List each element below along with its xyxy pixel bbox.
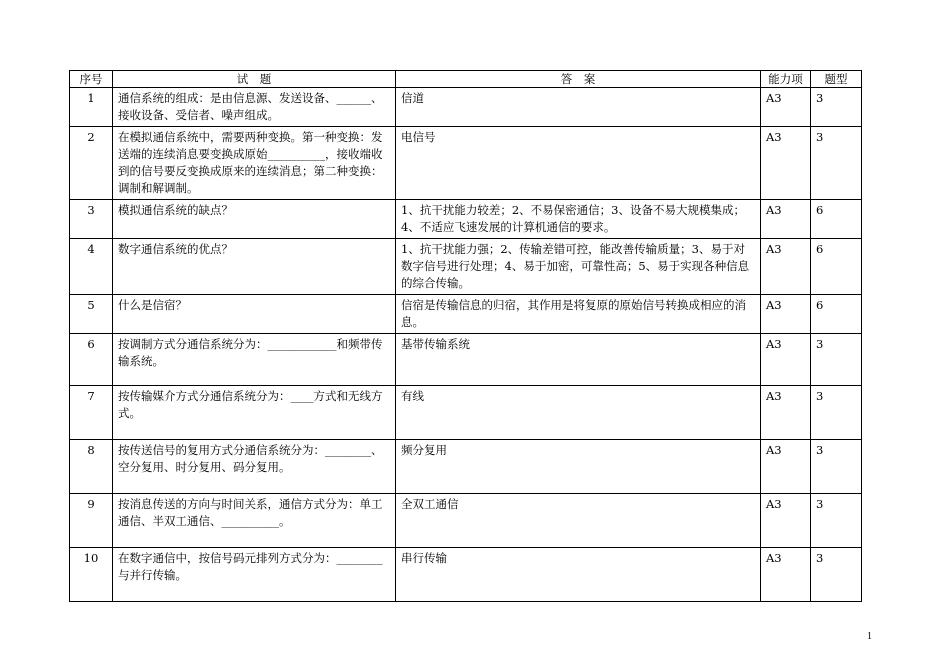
- page-number: 1: [867, 631, 872, 642]
- header-ability: 能力项: [761, 71, 811, 88]
- row-ability: A3: [761, 548, 811, 602]
- row-answer: 频分复用: [396, 440, 761, 494]
- row-question: 按消息传送的方向与时间关系，通信方式分为：单工通信、半双工通信、__________。: [113, 494, 396, 548]
- row-question: 按调制方式分通信系统分为：____________和频带传输系统。: [113, 334, 396, 386]
- table-row: [70, 386, 862, 440]
- row-ability: A3: [761, 334, 811, 386]
- header-answer: 答 案: [396, 71, 761, 88]
- row-ability: A3: [761, 295, 811, 334]
- row-type: 3: [811, 386, 862, 440]
- row-type: 3: [811, 494, 862, 548]
- table-row: [70, 440, 862, 494]
- header-index: 序号: [70, 71, 113, 88]
- row-answer: 1、抗干扰能力较差；2、不易保密通信；3、设备不易大规模集成；4、不适应飞速发展的计算机通信的要求。: [396, 200, 761, 239]
- row-question: 什么是信宿？: [113, 295, 396, 334]
- row-answer: 有线: [396, 386, 761, 440]
- row-answer: 信道: [396, 88, 761, 127]
- row-type: 3: [811, 334, 862, 386]
- row-index: 6: [70, 334, 113, 386]
- row-index: 5: [70, 295, 113, 334]
- row-type: 6: [811, 295, 862, 334]
- row-ability: A3: [761, 494, 811, 548]
- row-type: 3: [811, 548, 862, 602]
- row-ability: A3: [761, 440, 811, 494]
- row-question: 通信系统的组成：是由信息源、发送设备、______、接收设备、受信者、噪声组成。: [113, 88, 396, 127]
- row-type: 3: [811, 88, 862, 127]
- table-row: [70, 127, 862, 200]
- header-type: 题型: [811, 71, 862, 88]
- row-question: 数字通信系统的优点？: [113, 239, 396, 295]
- row-type: 6: [811, 239, 862, 295]
- header-question: 试 题: [113, 71, 396, 88]
- row-answer: 1、抗干扰能力强；2、传输差错可控，能改善传输质量；3、易于对数字信号进行处理；4、易于加密，可靠性高；5、易于实现各种信息的综合传输。: [396, 239, 761, 295]
- table-row: [70, 295, 862, 334]
- question-table: [69, 70, 862, 602]
- row-question: 在模拟通信系统中，需要两种变换。第一种变换：发送端的连续消息要变换成原始__________，接收端收到的信号要反变换成原来的连续消息；第二种变换：调制和解调制。: [113, 127, 396, 200]
- table-body: [70, 88, 862, 602]
- row-ability: A3: [761, 88, 811, 127]
- row-answer: 信宿是传输信息的归宿，其作用是将复原的原始信号转换成相应的消息。: [396, 295, 761, 334]
- table-row: [70, 334, 862, 386]
- row-index: 2: [70, 127, 113, 200]
- row-index: 10: [70, 548, 113, 602]
- table-row: [70, 200, 862, 239]
- row-answer: 全双工通信: [396, 494, 761, 548]
- row-question: 按传输媒介方式分通信系统分为：____方式和无线方式。: [113, 386, 396, 440]
- row-index: 8: [70, 440, 113, 494]
- row-ability: A3: [761, 200, 811, 239]
- row-question: 按传送信号的复用方式分通信系统分为：________、空分复用、时分复用、码分复用。: [113, 440, 396, 494]
- table-row: [70, 548, 862, 602]
- row-index: 7: [70, 386, 113, 440]
- table-row: [70, 88, 862, 127]
- row-type: 6: [811, 200, 862, 239]
- row-index: 3: [70, 200, 113, 239]
- row-answer: 电信号: [396, 127, 761, 200]
- row-answer: 串行传输: [396, 548, 761, 602]
- row-type: 3: [811, 440, 862, 494]
- row-answer: 基带传输系统: [396, 334, 761, 386]
- row-ability: A3: [761, 239, 811, 295]
- row-index: 9: [70, 494, 113, 548]
- row-question: 在数字通信中，按信号码元排列方式分为：________与并行传输。: [113, 548, 396, 602]
- row-type: 3: [811, 127, 862, 200]
- row-index: 1: [70, 88, 113, 127]
- table-row: [70, 494, 862, 548]
- row-ability: A3: [761, 127, 811, 200]
- table-header-row: [70, 71, 862, 88]
- row-ability: A3: [761, 386, 811, 440]
- table-row: [70, 239, 862, 295]
- row-question: 模拟通信系统的缺点？: [113, 200, 396, 239]
- row-index: 4: [70, 239, 113, 295]
